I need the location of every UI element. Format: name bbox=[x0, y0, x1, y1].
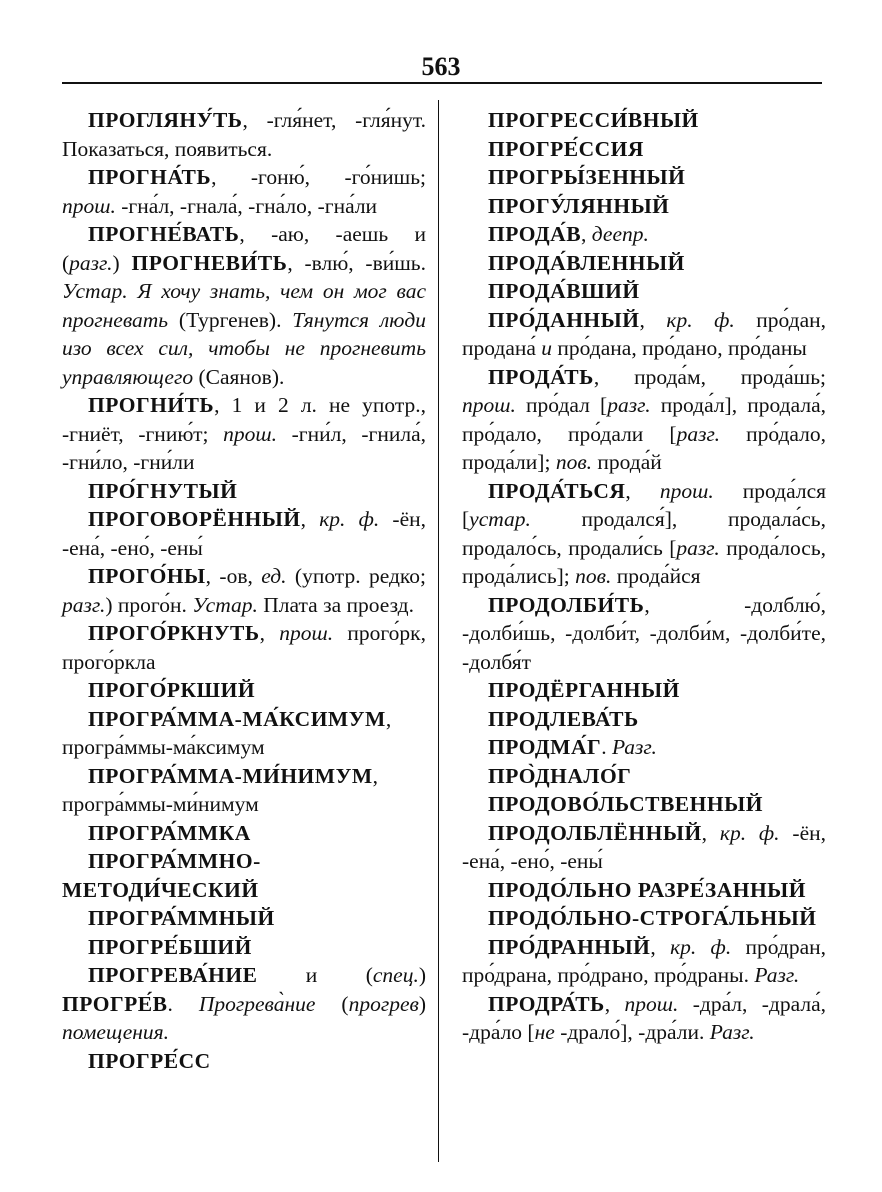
headword: ПРОГНЕ́ВАТЬ bbox=[88, 222, 240, 246]
dictionary-entry bbox=[62, 1047, 426, 1076]
italic-note: Устар. Я хочу знать, чем он мог вас прогневать bbox=[62, 279, 426, 332]
entry-text: , прода́м, прода́шь; bbox=[593, 364, 826, 389]
headword: ПРОГНЕВИ́ТЬ bbox=[131, 250, 288, 275]
headword: ПРО́ДАННЫЙ bbox=[488, 307, 640, 332]
headword: ПРОГНИ́ТЬ bbox=[88, 393, 215, 417]
headword: ПРОДОЛБИ́ТЬ bbox=[488, 592, 645, 617]
headword: ПРОГРЕ́СС bbox=[88, 1048, 211, 1073]
headword: ПРОДА́ТЬ bbox=[488, 364, 594, 389]
entry-text: прого́рк, прого́ркла bbox=[62, 621, 427, 674]
headword: ПРОГРА́ММА-МА́КСИМУМ bbox=[88, 706, 386, 731]
italic-note: прош. bbox=[462, 393, 516, 417]
italic-note: разг. bbox=[69, 250, 113, 275]
entry-text: , -аю, -аешь и ( bbox=[62, 222, 426, 275]
entry-text: , bbox=[259, 621, 280, 645]
dictionary-entry bbox=[462, 135, 826, 164]
entry-text: , bbox=[639, 307, 667, 332]
italic-note: ед. bbox=[261, 564, 287, 588]
entry-text: Плата за проезд. bbox=[257, 592, 414, 617]
entry-text: , 1 и 2 л. не употр., -гниёт, -гнию́т; bbox=[62, 393, 426, 446]
headword: ПРОГО́РКШИЙ bbox=[88, 678, 256, 702]
entry-text: и ( bbox=[257, 963, 373, 987]
entry-text: прода́лось, прода́лись]; bbox=[462, 535, 826, 588]
dictionary-entry bbox=[462, 876, 826, 905]
italic-note: разг. bbox=[676, 421, 720, 446]
dictionary-entry bbox=[462, 819, 826, 876]
entry-text: -дра́л, -драла́, -дра́ло [ bbox=[462, 991, 826, 1044]
italic-note: Разг. bbox=[709, 1020, 755, 1044]
dictionary-entry bbox=[62, 904, 426, 933]
italic-note: Тянутся люди изо всех сил, чтобы не прогневить управляющего bbox=[62, 307, 426, 389]
italic-note: прош. bbox=[62, 193, 116, 218]
dictionary-entry bbox=[62, 477, 426, 506]
headword: ПРО́ДРАННЫЙ bbox=[488, 934, 651, 959]
italic-note: кр. ф. bbox=[719, 820, 780, 845]
headword: ПРОДМА́Г bbox=[488, 735, 602, 759]
headword: ПРОДОВО́ЛЬСТВЕННЫЙ bbox=[488, 792, 763, 816]
italic-note: Прогрева̀ние bbox=[198, 991, 316, 1016]
italic-note: пов. bbox=[555, 450, 593, 474]
dictionary-entry bbox=[462, 306, 826, 363]
italic-note: прогрев bbox=[348, 991, 419, 1016]
italic-note: прош. bbox=[659, 478, 714, 503]
entry-text: -гна́л, -гнала́, -гна́ло, -гна́ли bbox=[115, 193, 378, 218]
dictionary-entry bbox=[62, 391, 426, 477]
dictionary-entry bbox=[62, 676, 426, 705]
italic-note: кр. ф. bbox=[666, 307, 735, 332]
dictionary-entry bbox=[462, 762, 826, 791]
headword: ПРОГРА́ММНО-МЕТОДИ́ЧЕСКИЙ bbox=[62, 849, 261, 902]
entry-text: , програ́ммы-ми́нимум bbox=[62, 763, 379, 816]
dictionary-entry bbox=[62, 762, 426, 819]
headword: ПРОДА́ВШИЙ bbox=[488, 279, 640, 303]
dictionary-entry bbox=[462, 790, 826, 819]
dictionary-entry bbox=[62, 505, 426, 562]
left-column bbox=[62, 106, 426, 1075]
headword: ПРО̀ДНАЛО́Г bbox=[488, 763, 632, 788]
entry-text: -ён, -ена́, -ено́, -ены́ bbox=[62, 507, 426, 560]
entry-text: , програ́ммы-ма́ксимум bbox=[62, 706, 392, 759]
headword: ПРОГРЕ́БШИЙ bbox=[88, 934, 252, 959]
entry-text: про́дан, продана́ bbox=[462, 307, 827, 360]
entry-text: -драло́], -дра́ли. bbox=[554, 1020, 710, 1044]
dictionary-entry bbox=[62, 933, 426, 962]
italic-note: Устар. bbox=[192, 592, 258, 617]
headword: ПРО́ГНУТЫЙ bbox=[88, 478, 238, 503]
dictionary-entry bbox=[462, 904, 826, 933]
headword: ПРОДА́В bbox=[488, 222, 582, 246]
dictionary-entry bbox=[462, 277, 826, 306]
dictionary-entry bbox=[462, 192, 826, 221]
dictionary-entry bbox=[462, 990, 826, 1047]
entry-text: прода́л], продала́, про́дало, про́дали [ bbox=[462, 393, 826, 446]
dictionary-entry bbox=[462, 733, 826, 762]
italic-note: разг. bbox=[607, 393, 651, 417]
entry-text: . bbox=[601, 735, 612, 759]
dictionary-entry bbox=[62, 619, 426, 676]
dictionary-entry bbox=[62, 819, 426, 848]
entry-text: , bbox=[650, 934, 671, 959]
headword: ПРОГРА́ММКА bbox=[88, 820, 251, 845]
dictionary-entry bbox=[62, 961, 426, 1047]
dictionary-entry bbox=[462, 591, 826, 677]
headword: ПРОДЁРГАННЫЙ bbox=[488, 678, 680, 702]
italic-note: спец. bbox=[372, 963, 419, 987]
entry-text: , bbox=[581, 222, 592, 246]
entry-text: -гни́л, -гнила́, -гни́ло, -гни́ли bbox=[62, 421, 427, 474]
entry-text: ( bbox=[315, 991, 349, 1016]
entry-text: , -гля́нет, -гля́нут. Показаться, появиться. bbox=[62, 108, 426, 161]
dictionary-entry bbox=[462, 220, 826, 249]
dictionary-entry bbox=[462, 705, 826, 734]
headword: ПРОГУ́ЛЯННЫЙ bbox=[488, 193, 670, 218]
entry-text: , -влю́, -ви́шь. bbox=[287, 250, 426, 275]
dictionary-entry bbox=[462, 249, 826, 278]
headword: ПРОДО́ЛЬНО РАЗРЕ́ЗАННЫЙ bbox=[488, 877, 806, 902]
dictionary-entry bbox=[62, 562, 426, 619]
entry-text: ) bbox=[418, 963, 426, 987]
entry-text: про́дало, прода́ли]; bbox=[462, 421, 826, 474]
italic-note: прош. bbox=[279, 621, 334, 645]
entry-text: , -долблю́, -долби́шь, -долби́т, -долби́м, -долби́те, -долбя́т bbox=[462, 592, 826, 674]
italic-note: Разг. bbox=[754, 963, 800, 987]
dictionary-entry bbox=[462, 477, 826, 591]
headword: ПРОГО́РКНУТЬ bbox=[88, 621, 260, 645]
headword: ПРОДА́ВЛЕННЫЙ bbox=[488, 250, 685, 275]
dictionary-entry bbox=[62, 705, 426, 762]
italic-note: прош. bbox=[223, 421, 277, 446]
dictionary-entry bbox=[62, 847, 426, 904]
dictionary-entry bbox=[462, 106, 826, 135]
italic-note: кр. ф. bbox=[319, 507, 380, 531]
column-divider bbox=[438, 100, 439, 1162]
headword: ПРОДО́ЛЬНО-СТРОГА́ЛЬНЫЙ bbox=[488, 906, 817, 930]
entry-text: прода́йся bbox=[611, 564, 701, 588]
italic-note: разг. bbox=[676, 535, 720, 560]
header-rule bbox=[62, 82, 822, 84]
headword: ПРОДЛЕВА́ТЬ bbox=[488, 706, 639, 731]
italic-note: деепр. bbox=[591, 222, 649, 246]
headword: ПРОДОЛБЛЁННЫЙ bbox=[488, 820, 702, 845]
entry-text: (употр. редко; bbox=[286, 564, 426, 588]
italic-note: устар. bbox=[469, 507, 531, 531]
dictionary-entry bbox=[462, 676, 826, 705]
headword: ПРОГРЕССИ́ВНЫЙ bbox=[488, 108, 699, 132]
entry-text: прода́й bbox=[592, 450, 662, 474]
italic-note: прош. bbox=[624, 991, 679, 1016]
headword: ПРОГЛЯНУ́ТЬ bbox=[88, 108, 243, 132]
headword: ПРОГРЕВА́НИЕ bbox=[88, 963, 258, 987]
page-number: 563 bbox=[421, 52, 461, 81]
entry-text: , -гоню́, -го́нишь; bbox=[211, 165, 426, 189]
headword: ПРОГРА́ММА-МИ́НИМУМ bbox=[88, 763, 373, 788]
headword: ПРОДА́ТЬСЯ bbox=[488, 478, 626, 503]
dictionary-entry bbox=[62, 163, 426, 220]
dictionary-entry bbox=[62, 220, 426, 391]
dictionary-entry bbox=[62, 106, 426, 163]
headword: ПРОГРЕ́В bbox=[62, 991, 168, 1016]
italic-note: не bbox=[534, 1020, 555, 1044]
headword: ПРОДРА́ТЬ bbox=[488, 991, 605, 1016]
headword: ПРОГНА́ТЬ bbox=[88, 165, 212, 189]
headword: ПРОГРЫ́ЗЕННЫЙ bbox=[488, 165, 686, 189]
entry-text: , -ов, bbox=[205, 564, 262, 588]
headword: ПРОГРЕ́ССИЯ bbox=[488, 136, 644, 161]
italic-note: разг. bbox=[62, 592, 106, 617]
dictionary-entry bbox=[462, 363, 826, 477]
entry-text: ) bbox=[112, 250, 132, 275]
entry-text: ) прого́н. bbox=[105, 592, 193, 617]
entry-text: про́дана, про́дано, про́даны bbox=[552, 336, 807, 360]
italic-note: и bbox=[541, 336, 553, 360]
dictionary-entry bbox=[462, 933, 826, 990]
entry-text: продался́], продала́сь, продало́сь, продали́сь [ bbox=[462, 507, 826, 560]
entry-text: прода́лся [ bbox=[462, 478, 826, 531]
italic-note: пов. bbox=[575, 564, 612, 588]
entry-text: про́дал [ bbox=[515, 393, 608, 417]
headword: ПРОГРА́ММНЫЙ bbox=[88, 906, 275, 930]
italic-note: кр. ф. bbox=[670, 934, 732, 959]
entry-text: , bbox=[625, 478, 660, 503]
entry-text: , bbox=[300, 507, 320, 531]
italic-note: помещения. bbox=[62, 1020, 170, 1044]
entry-text: , bbox=[604, 991, 625, 1016]
headword: ПРОГО́НЫ bbox=[88, 564, 206, 588]
entry-text: ) bbox=[418, 991, 426, 1016]
dictionary-entry bbox=[462, 163, 826, 192]
headword: ПРОГОВОРЁННЫЙ bbox=[88, 507, 301, 531]
entry-text: -ён, -ена́, -ено́, -ены́ bbox=[462, 820, 826, 873]
entry-text: . bbox=[167, 991, 199, 1016]
entry-text: , bbox=[701, 820, 720, 845]
right-column bbox=[462, 106, 826, 1047]
italic-note: Разг. bbox=[611, 735, 657, 759]
entry-text: (Тургенев). bbox=[168, 307, 293, 332]
entry-text: (Саянов). bbox=[193, 364, 285, 389]
entry-text: про́дран, про́драна, про́драно, про́драны. bbox=[462, 934, 827, 987]
